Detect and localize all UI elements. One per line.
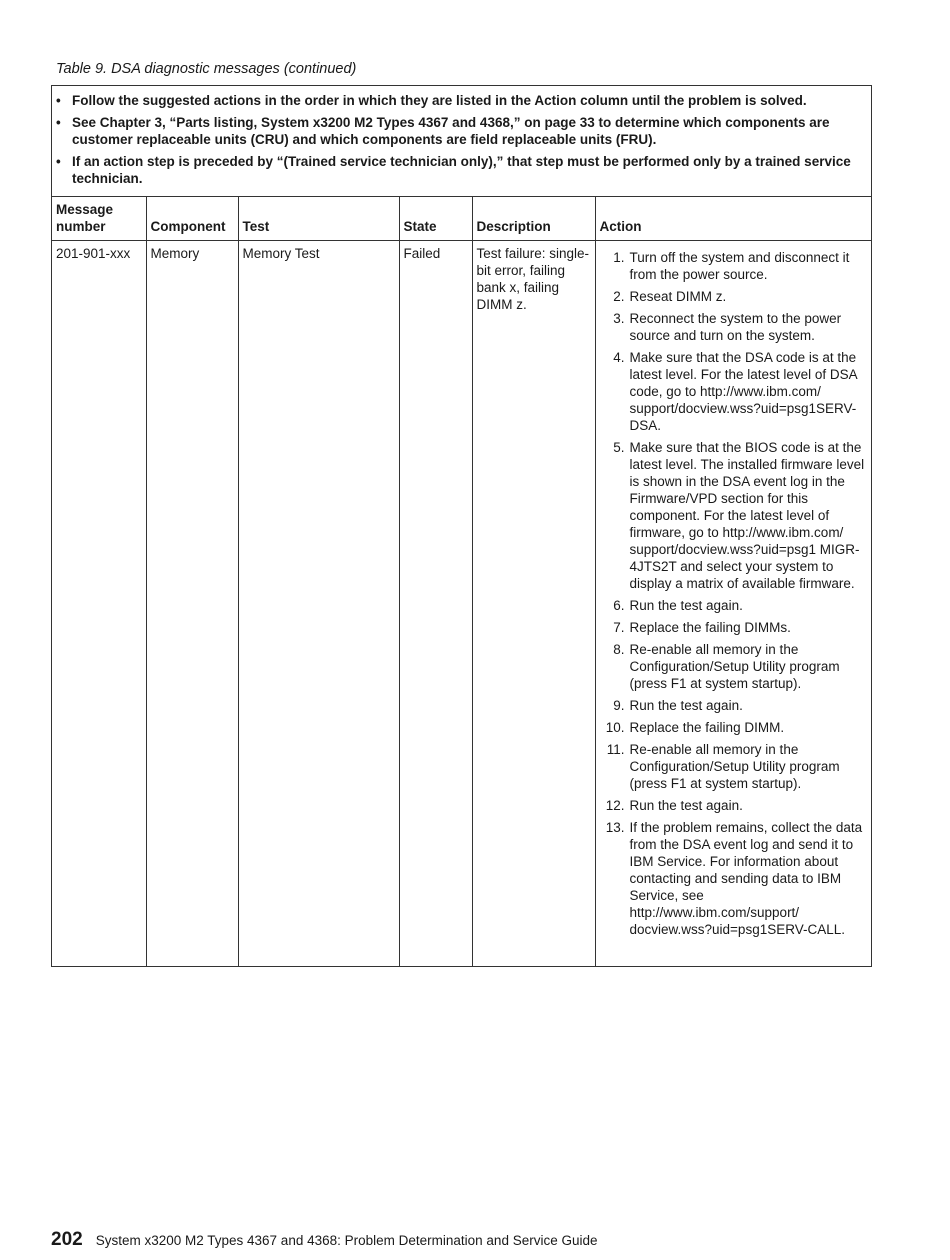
cell-test: Memory Test [238,241,399,967]
note-text: If an action step is preceded by “(Trained service technician only),” that step must be performed only by a trained service technician. [72,154,851,186]
note-item [56,92,861,109]
note-text: See Chapter 3, “Parts listing, System x3200 M2 Types 4367 and 4368,” on page 33 to determine which components are customer replaceable units (CRU) and which components are field replaceable units (FRU). [72,115,830,147]
action-step-number: 6. [613,598,625,613]
action-step-text: Reseat DIMM z. [629,289,727,304]
action-step-text: Re-enable all memory in the Configuration/Setup Utility program (press F1 at system startup). [629,642,840,691]
action-step-number: 4. [613,350,625,365]
page-footer [51,1229,598,1251]
table-row [52,241,871,967]
action-step-text: If the problem remains, collect the data from the DSA event log and send it to IBM Service. For information about contacting and sending data to IBM Service, see http://www.ibm.com/support/ docview.wss?uid=psg1SERV-CALL. [629,820,863,937]
cell-message-number: 201-901-xxx [52,241,146,967]
action-step-text: Turn off the system and disconnect it from the power source. [629,250,850,282]
action-step-text: Run the test again. [629,598,743,613]
cell-state: Failed [399,241,472,967]
table-notes [52,86,871,197]
col-header-component: Component [146,197,238,241]
action-step [600,741,868,792]
action-step-number: 7. [613,620,625,635]
cell-component: Memory [146,241,238,967]
action-step-text: Replace the failing DIMM. [629,720,785,735]
action-step-number: 8. [613,642,625,657]
action-step-number: 5. [613,440,625,455]
note-item [56,153,861,187]
table-caption: Table 9. DSA diagnostic messages (continued) [56,61,357,77]
action-step-number: 11. [606,742,625,757]
col-header-description: Description [472,197,595,241]
action-step-text: Reconnect the system to the power source and turn on the system. [629,311,842,343]
footer-title: System x3200 M2 Types 4367 and 4368: Problem Determination and Service Guide [95,1233,598,1248]
action-step-number: 13. [605,820,625,835]
note-item [56,114,861,148]
action-step-text: Run the test again. [629,798,743,813]
action-step [600,310,868,344]
header-row [52,197,871,241]
action-step [600,719,868,736]
action-step-number: 2. [613,289,625,304]
action-step [600,597,868,614]
col-header-test: Test [238,197,399,241]
action-step-text: Make sure that the DSA code is at the latest level. For the latest level of DSA code, go to http://www.ibm.com/ support/docview.wss?uid=psg1SERV-DSA. [629,350,857,433]
bullet-icon: • [56,115,61,130]
action-step-number: 1. [613,250,625,265]
action-step-number: 10. [605,720,625,735]
note-text: Follow the suggested actions in the order in which they are listed in the Action column until the problem is solved. [72,93,807,108]
col-header-action: Action [595,197,871,241]
action-step-number: 9. [613,698,625,713]
action-step [600,288,868,305]
col-header-state: State [399,197,472,241]
action-step [600,697,868,714]
action-steps-list [600,245,868,938]
action-step [600,349,868,434]
page-number: 202 [51,1229,83,1250]
action-step [600,249,868,283]
action-step-number: 3. [613,311,625,326]
diagnostic-table [51,85,872,967]
action-step-number: 12. [605,798,625,813]
action-step [600,797,868,814]
action-step-text: Run the test again. [629,698,743,713]
action-step [600,819,868,938]
messages-table [52,197,871,966]
action-step [600,619,868,636]
action-step-text: Re-enable all memory in the Configuration/Setup Utility program (press F1 at system startup). [629,742,840,791]
cell-description: Test failure: single-bit error, failing bank x, failing DIMM z. [472,241,595,967]
action-step-text: Replace the failing DIMMs. [629,620,791,635]
action-step-text: Make sure that the BIOS code is at the latest level. The installed firmware level is shown in the DSA event log in the Firmware/VPD section for this component. For the latest level of firmware, go to http://www.ibm.com/ support/docview.wss?uid=psg1 MIGR-4JTS2T and select your system to display a matrix of available firmware. [629,440,865,591]
cell-action [595,241,871,967]
bullet-icon: • [56,154,61,169]
action-step [600,641,868,692]
action-step [600,439,868,592]
bullet-icon: • [56,93,61,108]
col-header-message-number: Message number [52,197,146,241]
